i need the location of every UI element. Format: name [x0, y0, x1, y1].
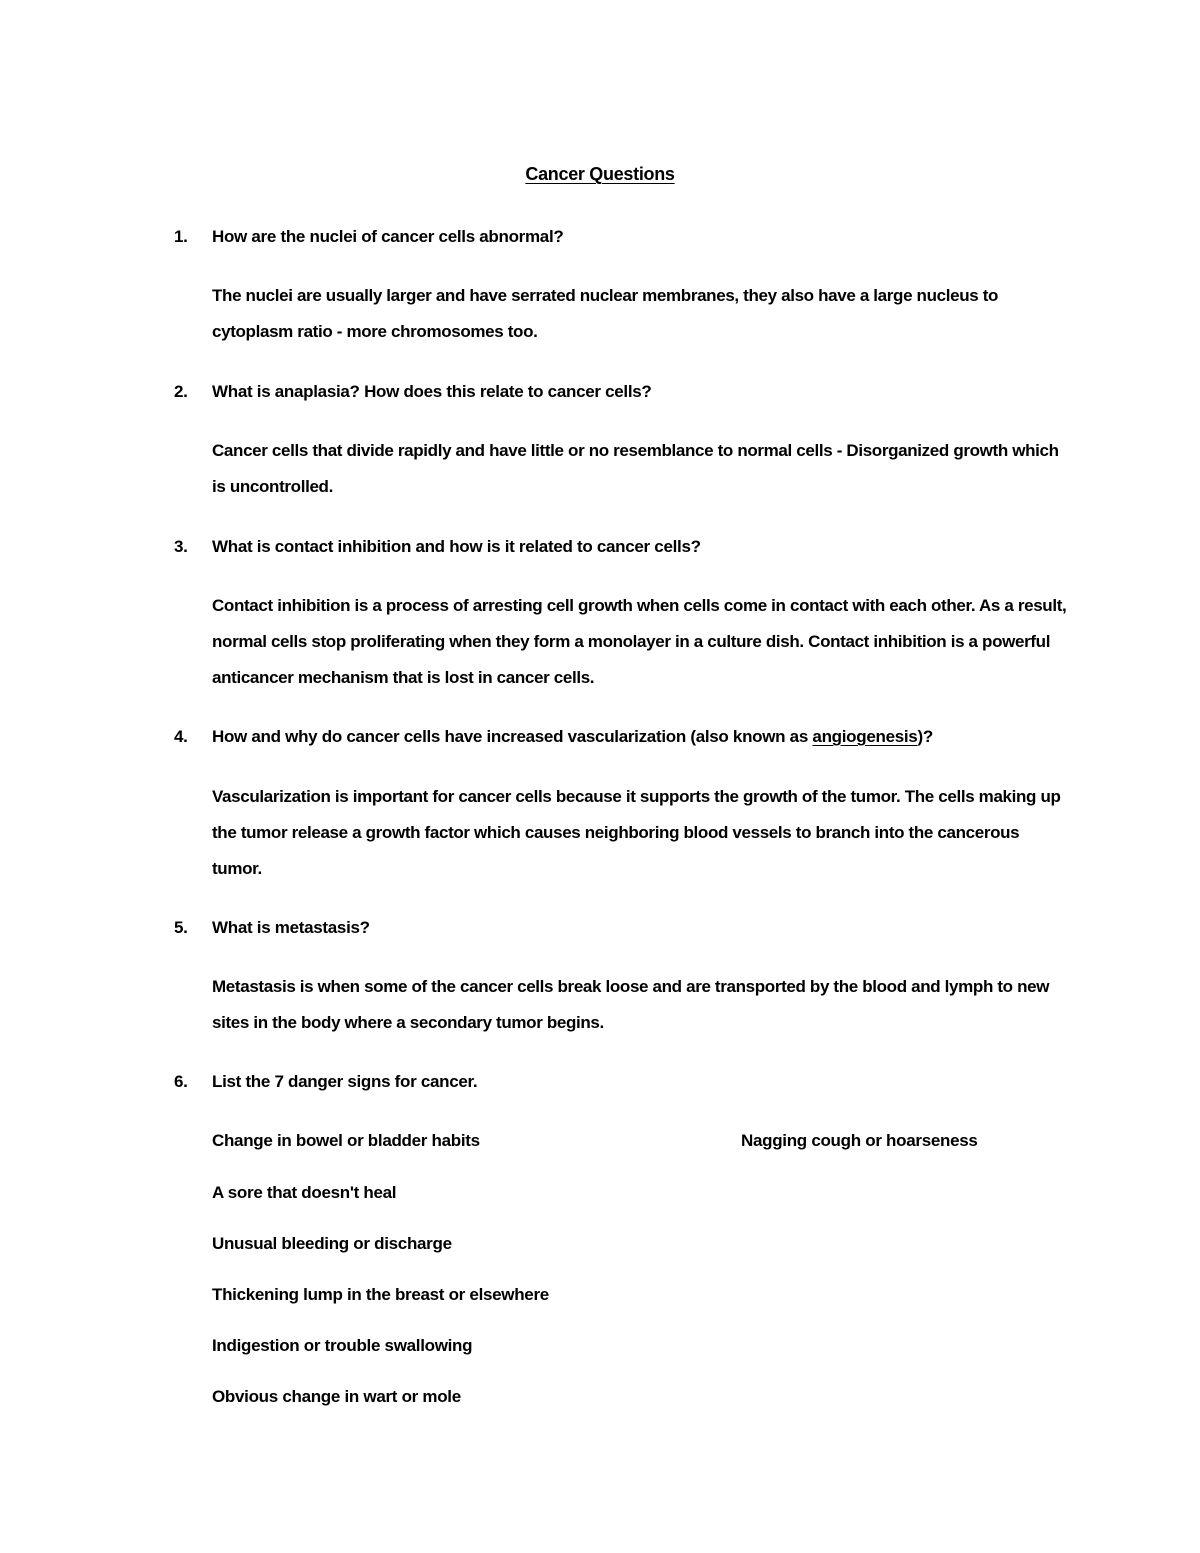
- question-text: How are the nuclei of cancer cells abnormal?: [212, 227, 564, 246]
- danger-sign: Obvious change in wart or mole: [212, 1387, 461, 1406]
- question-4: [174, 727, 933, 747]
- question-1: [174, 227, 563, 247]
- question-6: [174, 1072, 477, 1092]
- question-number: 4.: [174, 727, 188, 746]
- danger-sign: Thickening lump in the breast or elsewhere: [212, 1285, 549, 1304]
- question-2: [174, 382, 652, 402]
- answer-5: Metastasis is when some of the cancer cells break loose and are transported by the blood and lymph to new sites in the body where a secondary tumor begins.: [212, 977, 1050, 1032]
- question-text-end: )?: [917, 727, 933, 746]
- page-title: [0, 164, 1200, 185]
- question-text: What is anaplasia? How does this relate to cancer cells?: [212, 382, 652, 401]
- answer-4: Vascularization is important for cancer cells because it supports the growth of the tumor. The cells making up the tumor release a growth factor which causes neighboring blood vessels to branch into the cancerous tumor.: [212, 787, 1061, 878]
- question-number: 3.: [174, 537, 188, 556]
- question-3: [174, 537, 701, 557]
- danger-sign: A sore that doesn't heal: [212, 1183, 397, 1202]
- question-number: 2.: [174, 382, 188, 401]
- page-title-text: Cancer Questions: [525, 164, 675, 184]
- question-number: 6.: [174, 1072, 188, 1091]
- answer-3: Contact inhibition is a process of arresting cell growth when cells come in contact with each other. As a result, normal cells stop proliferating when they form a monolayer in a culture dish. Contact inhibition is a powerful anticancer mechanism that is lost in cancer cells.: [212, 596, 1067, 687]
- question-text: How and why do cancer cells have increased vascularization (also known as: [212, 727, 813, 746]
- danger-sign: Unusual bleeding or discharge: [212, 1234, 452, 1253]
- question-text: List the 7 danger signs for cancer.: [212, 1072, 478, 1091]
- danger-sign: Indigestion or trouble swallowing: [212, 1336, 473, 1355]
- danger-sign: Change in bowel or bladder habits: [212, 1131, 480, 1150]
- question-5: [174, 918, 370, 938]
- answer-1: The nuclei are usually larger and have serrated nuclear membranes, they also have a large nucleus to cytoplasm ratio - more chromosomes too.: [212, 286, 999, 341]
- question-number: 5.: [174, 918, 188, 937]
- question-number: 1.: [174, 227, 188, 246]
- question-text: What is contact inhibition and how is it related to cancer cells?: [212, 537, 701, 556]
- underlined-term: angiogenesis: [812, 727, 918, 746]
- danger-sign: Nagging cough or hoarseness: [741, 1131, 978, 1150]
- answer-2: Cancer cells that divide rapidly and have little or no resemblance to normal cells - Disorganized growth which is uncontrolled.: [212, 441, 1059, 496]
- question-text: What is metastasis?: [212, 918, 370, 937]
